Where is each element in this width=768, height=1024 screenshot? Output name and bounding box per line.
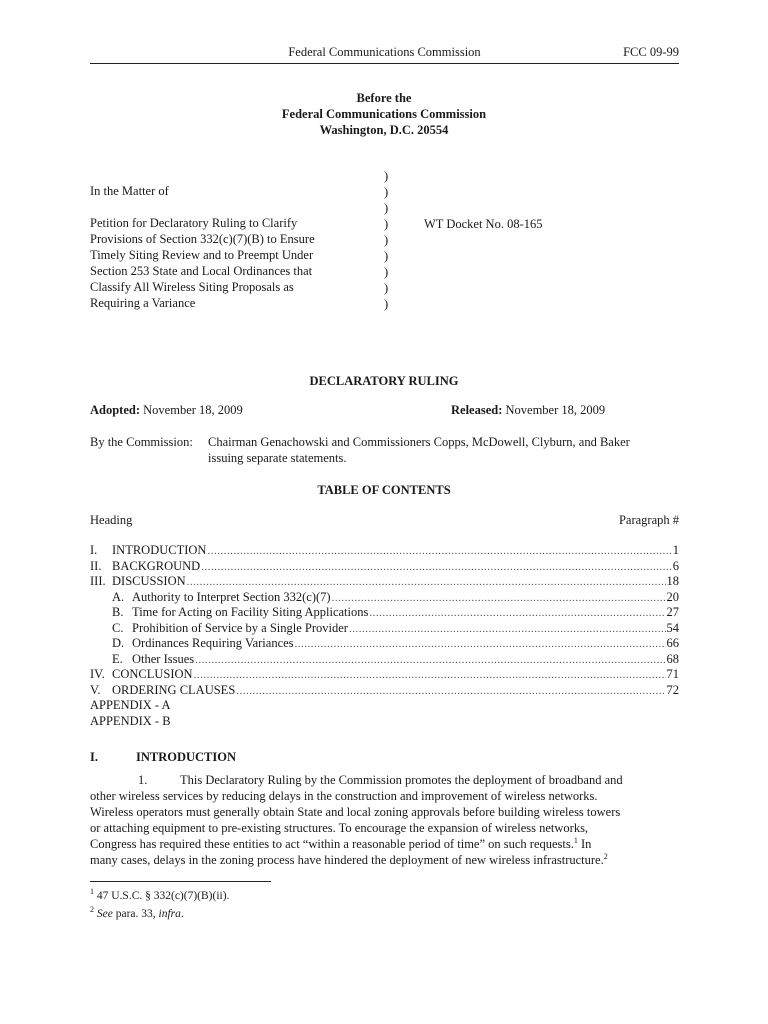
toc-entry-discussion[interactable]: [90, 574, 679, 590]
toc-entry-paragraph: 54: [666, 620, 679, 635]
toc-entry-paragraph: 68: [666, 651, 679, 666]
toc-leader-dots: [332, 591, 666, 606]
matter-intro: In the Matter of: [90, 184, 169, 198]
paren: ): [384, 233, 389, 247]
footnote-2: [90, 906, 680, 924]
ruling-title: DECLARATORY RULING: [309, 374, 459, 388]
paragraph-line: or attaching equipment to pre-existing structures. To encourage the expansion of wireless networks,: [90, 821, 589, 835]
toc-entry-title: BACKGROUND: [112, 558, 201, 573]
matter-line: Classify All Wireless Siting Proposals as: [90, 280, 294, 294]
header-agency: Federal Communications Commission: [288, 45, 481, 59]
section-number: I.: [90, 750, 98, 764]
footnotes: [90, 888, 680, 924]
paren: ): [384, 185, 389, 199]
matter-line: Timely Siting Review and to Preempt Under: [90, 248, 314, 262]
footnote-ref-1[interactable]: 1: [573, 835, 578, 845]
table-of-contents: [90, 543, 679, 729]
toc-leader-dots: [349, 622, 666, 637]
toc-leader-dots: [295, 637, 666, 652]
toc-heading-label: Heading: [90, 513, 133, 527]
paren: ): [384, 297, 389, 311]
toc-appendix-b[interactable]: APPENDIX - B: [90, 713, 171, 728]
toc-entry-paragraph: 20: [666, 589, 679, 604]
toc-leader-dots: [187, 575, 666, 590]
paren: ): [384, 169, 389, 183]
toc-leader-dots: [194, 668, 666, 683]
running-header: [90, 44, 679, 64]
toc-entry-number: E.: [112, 651, 123, 666]
paren: ): [384, 249, 389, 263]
footnote-separator: [90, 881, 271, 882]
by-commission-line-2: issuing separate statements.: [208, 451, 347, 465]
toc-entry-title: CONCLUSION: [112, 667, 193, 681]
paragraph-line-text: many cases, delays in the zoning process have hindered the deployment of new wireless infrastructure.: [90, 853, 604, 867]
toc-appendix-a[interactable]: APPENDIX - A: [90, 698, 171, 712]
toc-entry-other-issues[interactable]: [90, 652, 679, 668]
toc-leader-dots: [201, 560, 672, 575]
toc-entry-number: V.: [90, 682, 101, 697]
toc-entry-authority[interactable]: [90, 590, 679, 606]
caption-parentheses: [384, 168, 394, 312]
toc-entry-number: III.: [90, 574, 106, 588]
toc-entry-paragraph: 27: [666, 605, 679, 619]
adopted-value: November 18, 2009: [143, 403, 243, 417]
toc-entry-paragraph: 71: [666, 667, 679, 681]
by-commission-text: [208, 434, 688, 466]
toc-entry-number: D.: [112, 636, 125, 650]
toc-leader-dots: [236, 684, 665, 699]
footnote-text: para. 33,: [112, 908, 159, 920]
toc-entry-prohibition[interactable]: [90, 621, 679, 637]
adopted-label: Adopted:: [90, 403, 141, 417]
toc-leader-dots: [207, 544, 671, 559]
toc-entry-title: Other Issues: [132, 651, 195, 666]
caption-line-2: Federal Communications Commission: [281, 107, 487, 121]
toc-entry-paragraph: 6: [672, 558, 679, 573]
toc-paragraph-label: Paragraph #: [618, 513, 679, 527]
by-commission-label: By the Commission:: [90, 435, 193, 449]
header-doc-number: FCC 09-99: [623, 45, 679, 59]
toc-entry-title: ORDERING CLAUSES: [112, 682, 236, 697]
section-title: INTRODUCTION: [136, 750, 237, 764]
toc-entry-number: IV.: [90, 667, 105, 681]
toc-entry-ordering-clauses[interactable]: [90, 683, 679, 699]
matter-line: Requiring a Variance: [90, 296, 196, 310]
matter-line: Section 253 State and Local Ordinances that: [90, 264, 313, 278]
matter-spacer: [90, 199, 380, 215]
footnote-1: [90, 888, 680, 906]
caption-line-1: Before the: [356, 91, 412, 105]
paragraph-line: [90, 836, 680, 852]
toc-entry-paragraph: 72: [666, 682, 679, 697]
footnote-text: .: [180, 908, 184, 920]
footnote-mark: 2: [90, 905, 94, 915]
toc-header: [90, 512, 679, 528]
section-heading-introduction: [90, 749, 236, 765]
paren: ): [384, 281, 389, 295]
caption-block: [0, 90, 768, 138]
toc-entry-number: A.: [112, 589, 125, 604]
toc-entry-variances[interactable]: [90, 636, 679, 652]
paragraph-number: 1.: [138, 773, 148, 787]
paragraph-line-text: Congress has required these entities to act “within a reasonable period of time” on such requests.: [90, 837, 574, 851]
toc-entry-number: C.: [112, 620, 124, 635]
toc-entry-number: II.: [90, 558, 102, 573]
docket-number: WT Docket No. 08-165: [424, 217, 543, 231]
paragraph-line-text: In: [577, 837, 592, 851]
caption-line-3: Washington, D.C. 20554: [319, 123, 449, 137]
toc-entry-number: B.: [112, 605, 124, 619]
released-date: [451, 402, 605, 418]
toc-entry-introduction[interactable]: [90, 543, 679, 559]
footnote-text: 47 U.S.C. § 332(c)(7)(B)(ii).: [94, 890, 230, 902]
toc-entry-title: Prohibition of Service by a Single Provider: [132, 620, 348, 635]
footnote-see: See: [96, 908, 113, 920]
toc-title: TABLE OF CONTENTS: [317, 483, 451, 497]
toc-entry-paragraph: 66: [666, 636, 679, 650]
footnote-infra: infra: [158, 908, 181, 920]
toc-entry-background[interactable]: [90, 559, 679, 575]
adopted-date: [90, 402, 243, 418]
toc-entry-title: Authority to Interpret Section 332(c)(7): [132, 589, 331, 604]
paragraph-line: [90, 852, 680, 868]
toc-entry-title: Ordinances Requiring Variances: [132, 636, 294, 650]
toc-entry-paragraph: 18: [666, 574, 679, 588]
toc-entry-title: INTRODUCTION: [112, 543, 207, 557]
matter-line: Petition for Declaratory Ruling to Clarify: [90, 216, 298, 230]
paren: ): [384, 201, 389, 215]
paren: ): [384, 265, 389, 279]
paren: ): [384, 217, 389, 231]
footnote-mark: 1: [90, 887, 94, 897]
toc-leader-dots: [369, 606, 665, 621]
matter-line: Provisions of Section 332(c)(7)(B) to Ensure: [90, 232, 315, 246]
matter-caption: [90, 183, 380, 311]
dates-row: [90, 402, 679, 418]
paragraph-line: other wireless services by reducing delays in the construction and improvement of wireless networks.: [90, 789, 598, 803]
released-value: November 18, 2009: [505, 403, 606, 417]
toc-entry-time-for-acting[interactable]: [90, 605, 679, 621]
toc-entry-title: DISCUSSION: [112, 574, 186, 588]
footnote-ref-2[interactable]: 2: [603, 851, 608, 861]
released-label: Released:: [451, 403, 503, 417]
toc-entry-paragraph: 1: [672, 543, 679, 557]
paragraph-1: [90, 772, 680, 868]
by-commission-line-1: Chairman Genachowski and Commissioners Copps, McDowell, Clyburn, and Baker: [208, 435, 630, 449]
toc-entry-conclusion[interactable]: [90, 667, 679, 683]
toc-leader-dots: [195, 653, 665, 668]
toc-entry-number: I.: [90, 543, 98, 557]
paragraph-line-text: This Declaratory Ruling by the Commission promotes the deployment of broadband and: [180, 773, 623, 787]
paragraph-line: Wireless operators must generally obtain State and local zoning approvals before building wireless towers: [90, 805, 621, 819]
paragraph-line: [90, 772, 680, 788]
toc-entry-title: Time for Acting on Facility Siting Applications: [132, 605, 369, 619]
